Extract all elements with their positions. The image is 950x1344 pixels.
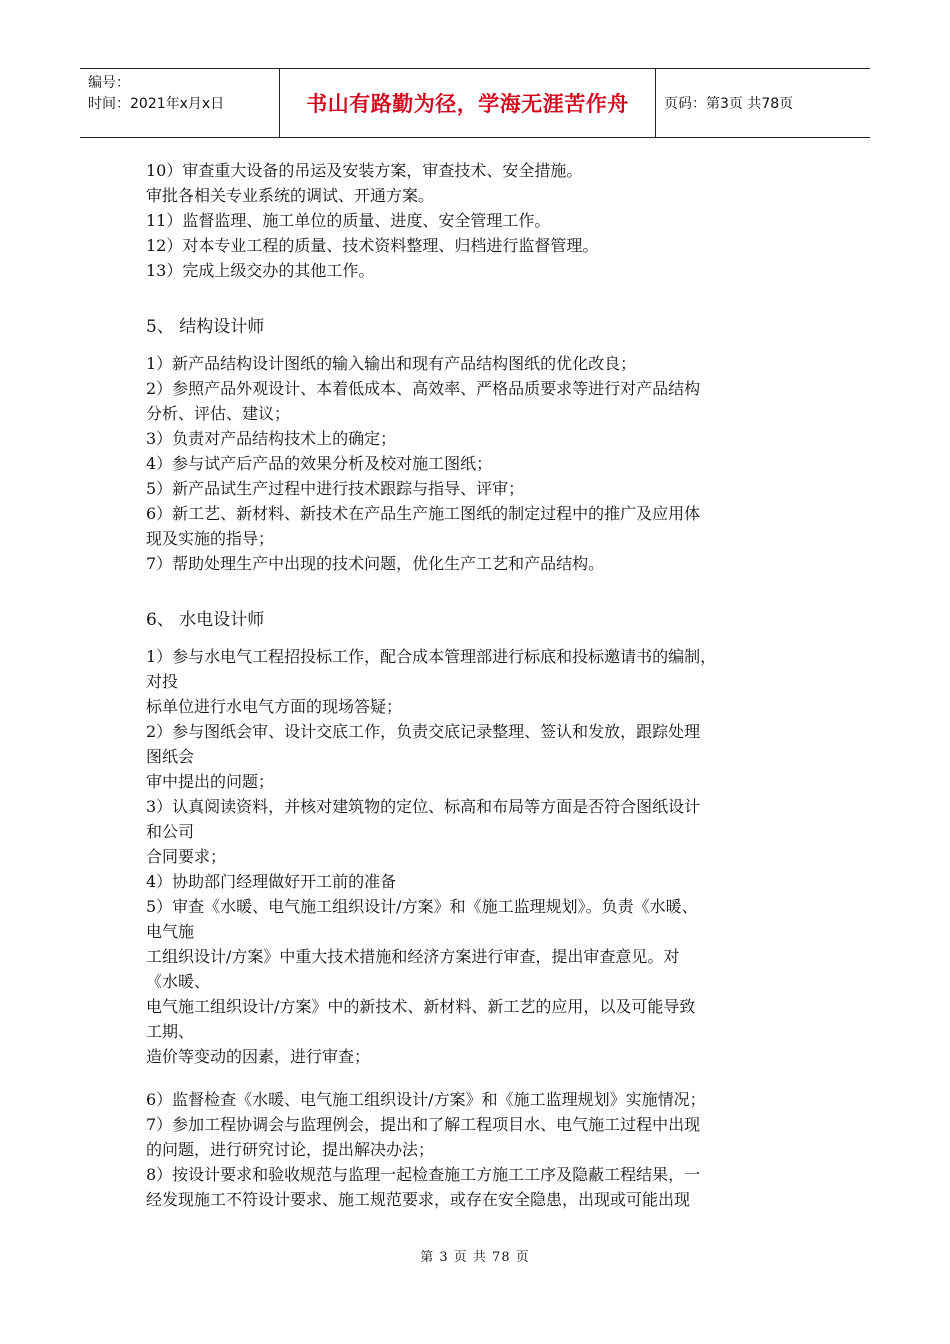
body-line: 电气施工组织设计/方案》中的新技术、新材料、新工艺的应用，以及可能导致 — [146, 997, 696, 1016]
section-structural-designer — [146, 351, 826, 576]
body-line: 1）新产品结构设计图纸的输入输出和现有产品结构图纸的优化改良； — [146, 354, 637, 373]
body-line: 8）按设计要求和验收规范与监理一起检查施工方施工工序及隐蔽工程结果，一 — [146, 1165, 701, 1184]
body-line: 电气施 — [146, 922, 195, 941]
page-header — [80, 68, 870, 138]
section-mep-designer — [146, 644, 826, 1212]
header-page-info: 页码：第3页 共78页 — [664, 96, 794, 112]
body-line: 和公司 — [146, 822, 195, 841]
body-line: 分析、评估、建议； — [146, 404, 291, 423]
document-number-label: 编号： — [88, 75, 130, 91]
body-line: 3）认真阅读资料，并核对建筑物的定位、标高和布局等方面是否符合图纸设计 — [146, 797, 701, 816]
body-line: 的问题，进行研究讨论，提出解决办法； — [146, 1140, 435, 1159]
body-line: 2）参照产品外观设计、本着低成本、高效率、严格品质要求等进行对产品结构 — [146, 379, 701, 398]
body-line: 2）参与图纸会审、设计交底工作，负责交底记录整理、签认和发放，跟踪处理 — [146, 722, 701, 741]
body-line: 工期、 — [146, 1022, 195, 1041]
body-line: 6）监督检查《水暖、电气施工组织设计/方案》和《施工监理规划》实施情况； — [146, 1090, 706, 1109]
body-line: 工组织设计/方案》中重大技术措施和经济方案进行审查，提出审查意见。对 — [146, 947, 680, 966]
header-meta — [80, 69, 280, 137]
body-line: 11）监督监理、施工单位的质量、进度、安全管理工作。 — [146, 211, 551, 230]
body-line: 4）参与试产后产品的效果分析及校对施工图纸； — [146, 454, 493, 473]
section-heading-mep-designer: 6、 水电设计师 — [146, 610, 265, 630]
body-line: 5）审查《水暖、电气施工组织设计/方案》和《施工监理规划》。负责《水暖、 — [146, 897, 698, 916]
body-line: 10）审查重大设备的吊运及安装方案，审查技术、安全措施。 — [146, 161, 583, 180]
document-time-label: 时间：2021年x月x日 — [88, 96, 225, 112]
body-line: 经发现施工不符设计要求、施工规范要求，或存在安全隐患，出现或可能出现 — [146, 1190, 691, 1209]
header-motto-cell — [280, 69, 656, 137]
body-line: 4）协助部门经理做好开工前的准备 — [146, 872, 397, 891]
section-heading-structural-designer: 5、 结构设计师 — [146, 317, 265, 337]
body-line: 图纸会 — [146, 747, 195, 766]
body-line: 7）参加工程协调会与监理例会，提出和了解工程项目水、电气施工过程中出现 — [146, 1115, 701, 1134]
body-line: 审批各相关专业系统的调试、开通方案。 — [146, 186, 435, 205]
body-line: 对投 — [146, 672, 179, 691]
body-line: 合同要求； — [146, 847, 227, 866]
body-line: 7）帮助处理生产中出现的技术问题，优化生产工艺和产品结构。 — [146, 554, 605, 573]
body-line: 审中提出的问题； — [146, 772, 275, 791]
body-line: 3）负责对产品结构技术上的确定； — [146, 429, 397, 448]
body-line: 1）参与水电气工程招投标工作，配合成本管理部进行标底和投标邀请书的编制， — [146, 647, 717, 666]
body-line: 6）新工艺、新材料、新技术在产品生产施工图纸的制定过程中的推广及应用体 — [146, 504, 701, 523]
body-line: 13）完成上级交办的其他工作。 — [146, 261, 375, 280]
page-footer: 第 3 页 共 78 页 — [420, 1250, 530, 1265]
section-prev — [146, 158, 826, 283]
body-line: 5）新产品试生产过程中进行技术跟踪与指导、评审； — [146, 479, 525, 498]
body-line: 造价等变动的因素，进行审查； — [146, 1047, 371, 1066]
body-line: 12）对本专业工程的质量、技术资料整理、归档进行监督管理。 — [146, 236, 599, 255]
header-motto: 书山有路勤为径，学海无涯苦作舟 — [306, 92, 629, 116]
body-line: 现及实施的指导； — [146, 529, 275, 548]
body-line: 标单位进行水电气方面的现场答疑； — [146, 697, 403, 716]
body-line: 《水暖、 — [146, 972, 211, 991]
document-body — [146, 158, 826, 1212]
